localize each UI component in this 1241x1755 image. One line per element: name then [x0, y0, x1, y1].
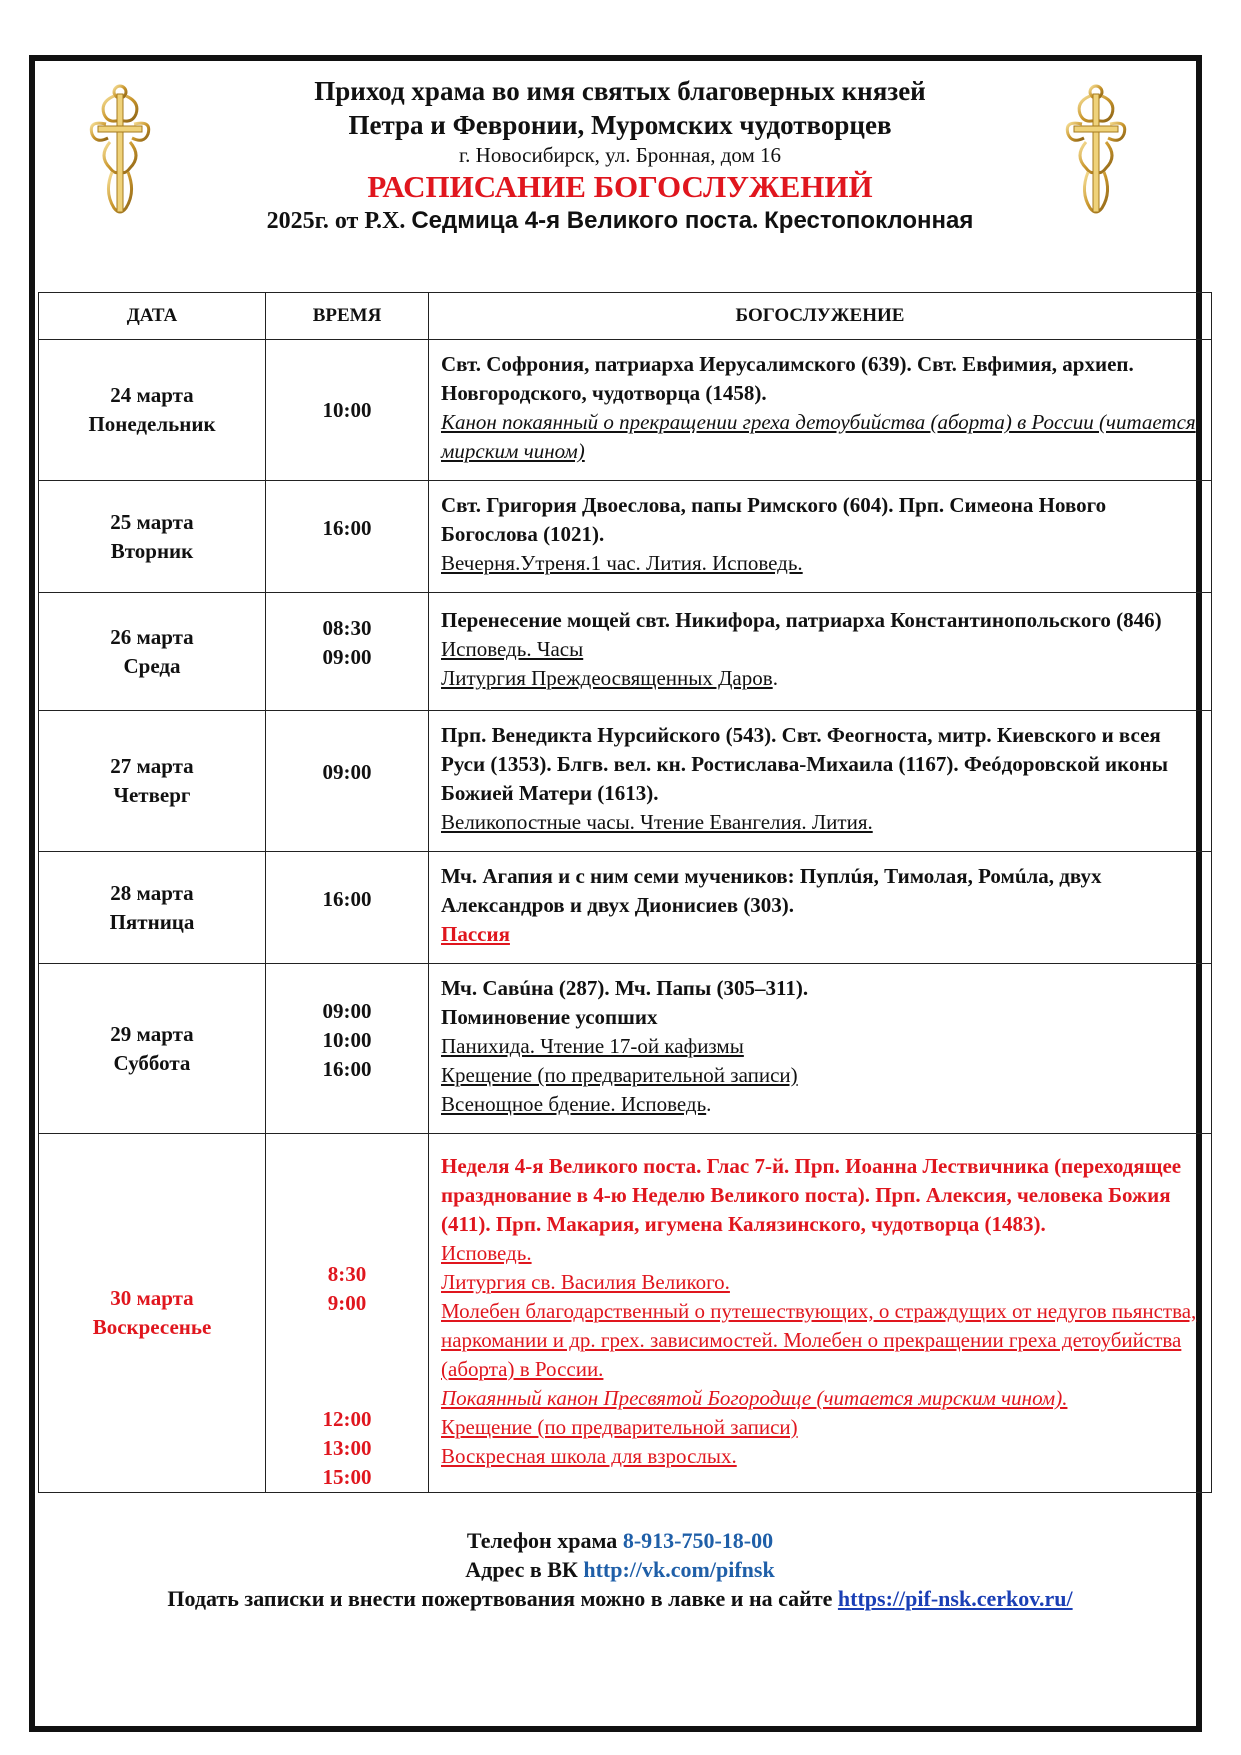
service-item: Панихида. Чтение 17-ой кафизмы [441, 1034, 744, 1058]
weekday: Воскресенье [92, 1315, 212, 1339]
time: 10:00 [322, 1027, 372, 1052]
donate-label: Подать записки и внести пожертвования можно в лавке и на сайте [167, 1586, 833, 1611]
table-row [39, 340, 1212, 481]
date-cell [39, 1134, 266, 1493]
saints-commemoration: Прп. Венедикта Нурсийского (543). Свт. Феогноста, митр. Киевского и всея Руси (1353). Блгв. вел. кн. Ростислава-Михаила (1167). Феóдоровской иконы Божией Матери (1613). [441, 723, 1168, 805]
service-item: Молебен благодарственный о путешествующих, о страждущих от недугов пьянства, наркомании и др. грех. зависимостей. Молебен о прекращении греха детоубийства (аборта) в России. [441, 1298, 1197, 1381]
schedule-subtitle [160, 206, 1080, 236]
date-cell [39, 964, 266, 1134]
weekday: Суббота [113, 1050, 191, 1075]
service-cell [429, 964, 1212, 1134]
table-row [39, 481, 1212, 593]
schedule-table [38, 292, 1212, 1493]
time-cell [266, 481, 429, 593]
header-service: БОГОСЛУЖЕНИЕ [429, 293, 1212, 340]
service-cell [429, 1134, 1212, 1493]
time: 15:00 [322, 1465, 372, 1489]
service-item: Литургия Преждеосвященных Даров [441, 666, 773, 690]
service-suffix: . [706, 1092, 712, 1116]
date-cell [39, 852, 266, 964]
weekday: Пятница [109, 909, 195, 934]
donate-line [60, 1584, 1180, 1613]
saints-commemoration: Мч. Агапия и с ним семи мучеников: Пуплúя, Тимолая, Ромúла, двух Александров и двух Дионисиев (303). [441, 864, 1102, 917]
time: 09:00 [322, 998, 372, 1023]
service-item: Пассия [441, 922, 510, 946]
table-row [39, 593, 1212, 711]
subtitle-week: Седмица 4-я Великого поста [411, 207, 753, 234]
subtitle-sunday: Крестопоклонная [764, 207, 974, 234]
table-row [39, 964, 1212, 1134]
table-header-row [39, 293, 1212, 340]
vk-link[interactable]: http://vk.com/pifnsk [583, 1557, 775, 1582]
table-row [39, 1134, 1212, 1493]
saints-commemoration: Перенесение мощей свт. Никифора, патриарха Константинопольского (846) [441, 608, 1162, 632]
time: 16:00 [322, 515, 372, 540]
saints-commemoration: Мч. Савúна (287). Мч. Папы (305–311). [441, 976, 809, 1000]
orthodox-cross-icon [86, 80, 154, 220]
header-time: ВРЕМЯ [266, 293, 429, 340]
time: 16:00 [322, 886, 372, 911]
time: 10:00 [322, 398, 372, 422]
service-item: Канон покаянный о прекращении греха детоубийства (аборта) в России (читается мирским чином) [441, 410, 1196, 463]
time-cell [266, 1134, 429, 1493]
saints-commemoration: Неделя 4-я Великого поста. Глас 7-й. Прп. Иоанна Лествичника (переходящее празднование в 4-ю Неделю Великого поста). Прп. Алексия, человека Божия (411). Прп. Макария, игумена Калязинского, чудотворца (1483). [441, 1153, 1182, 1236]
vk-label: Адрес в ВК [465, 1557, 578, 1582]
service-cell [429, 481, 1212, 593]
time: 13:00 [322, 1436, 372, 1460]
service-item: Великопостные часы. Чтение Евангелия. Лития. [441, 810, 873, 834]
time: 09:00 [322, 645, 372, 669]
saints-commemoration: Свт. Григория Двоеслова, папы Римского (604). Прп. Симеона Нового Богослова (1021). [441, 493, 1107, 546]
time-cell [266, 711, 429, 852]
time: 16:00 [322, 1056, 372, 1081]
time-cell [266, 964, 429, 1134]
service-cell [429, 711, 1212, 852]
site-link[interactable]: https://pif-nsk.cerkov.ru/ [837, 1586, 1073, 1611]
time-cell [266, 340, 429, 481]
time-cell [266, 593, 429, 711]
parish-address: г. Новосибирск, ул. Бронная, дом 16 [458, 143, 782, 167]
parish-name-line1: Приход храма во имя святых благоверных князей [314, 76, 926, 106]
weekday: Среда [123, 653, 181, 678]
service-suffix: . [772, 666, 778, 690]
table-row [39, 852, 1212, 964]
weekday: Вторник [110, 538, 194, 563]
service-item: Покаянный канон Пресвятой Богородице (читается мирским чином). [441, 1385, 1068, 1410]
service-item: Всенощное бдение. Исповедь [441, 1092, 707, 1116]
saints-commemoration: Поминовение усопших [441, 1005, 658, 1029]
phone-number[interactable]: 8-913-750-18-00 [622, 1528, 774, 1553]
schedule-title: РАСПИСАНИЕ БОГОСЛУЖЕНИЙ [367, 169, 873, 204]
service-item: Крещение (по предварительной записи) [441, 1414, 798, 1439]
date: 28 марта [110, 880, 194, 905]
service-cell [429, 340, 1212, 481]
date: 30 марта [110, 1286, 194, 1310]
time: 09:00 [322, 760, 372, 784]
table-row [39, 711, 1212, 852]
phone-label: Телефон храма [466, 1528, 618, 1553]
service-item: Вечерня.Утреня.1 час. Лития. Исповедь. [441, 551, 803, 575]
subtitle-year: 2025г. от Р.Х. [266, 208, 406, 234]
service-cell [429, 852, 1212, 964]
date: 24 марта [110, 383, 194, 407]
header-date: ДАТА [39, 293, 266, 340]
service-cell [429, 593, 1212, 711]
service-item: Исповедь. Часы [441, 637, 584, 661]
date: 29 марта [110, 1021, 194, 1046]
phone-line [60, 1526, 1180, 1555]
weekday: Понедельник [88, 412, 216, 436]
service-item: Воскресная школа для взрослых. [441, 1443, 737, 1468]
subtitle-dot: . [752, 208, 759, 234]
vk-line [60, 1555, 1180, 1584]
time: 12:00 [322, 1407, 372, 1431]
date: 26 марта [110, 624, 194, 649]
parish-name-line2: Петра и Февронии, Муромских чудотворцев [348, 110, 892, 140]
page-footer [60, 1526, 1180, 1613]
time: 9:00 [327, 1291, 367, 1315]
date: 27 марта [110, 754, 194, 778]
service-item: Исповедь. [441, 1240, 532, 1265]
service-item: Крещение (по предварительной записи) [441, 1063, 798, 1087]
date-cell [39, 481, 266, 593]
saints-commemoration: Свт. Софрония, патриарха Иерусалимского (639). Свт. Евфимия, архиеп. Новгородского, чудотворца (1458). [441, 352, 1134, 405]
time: 8:30 [327, 1262, 367, 1286]
date-cell [39, 593, 266, 711]
date-cell [39, 711, 266, 852]
weekday: Четверг [113, 783, 191, 807]
date-cell [39, 340, 266, 481]
time: 08:30 [322, 616, 372, 640]
date: 25 марта [110, 509, 194, 534]
time-cell [266, 852, 429, 964]
service-item: Литургия св. Василия Великого. [441, 1269, 730, 1294]
page-header [160, 74, 1080, 236]
